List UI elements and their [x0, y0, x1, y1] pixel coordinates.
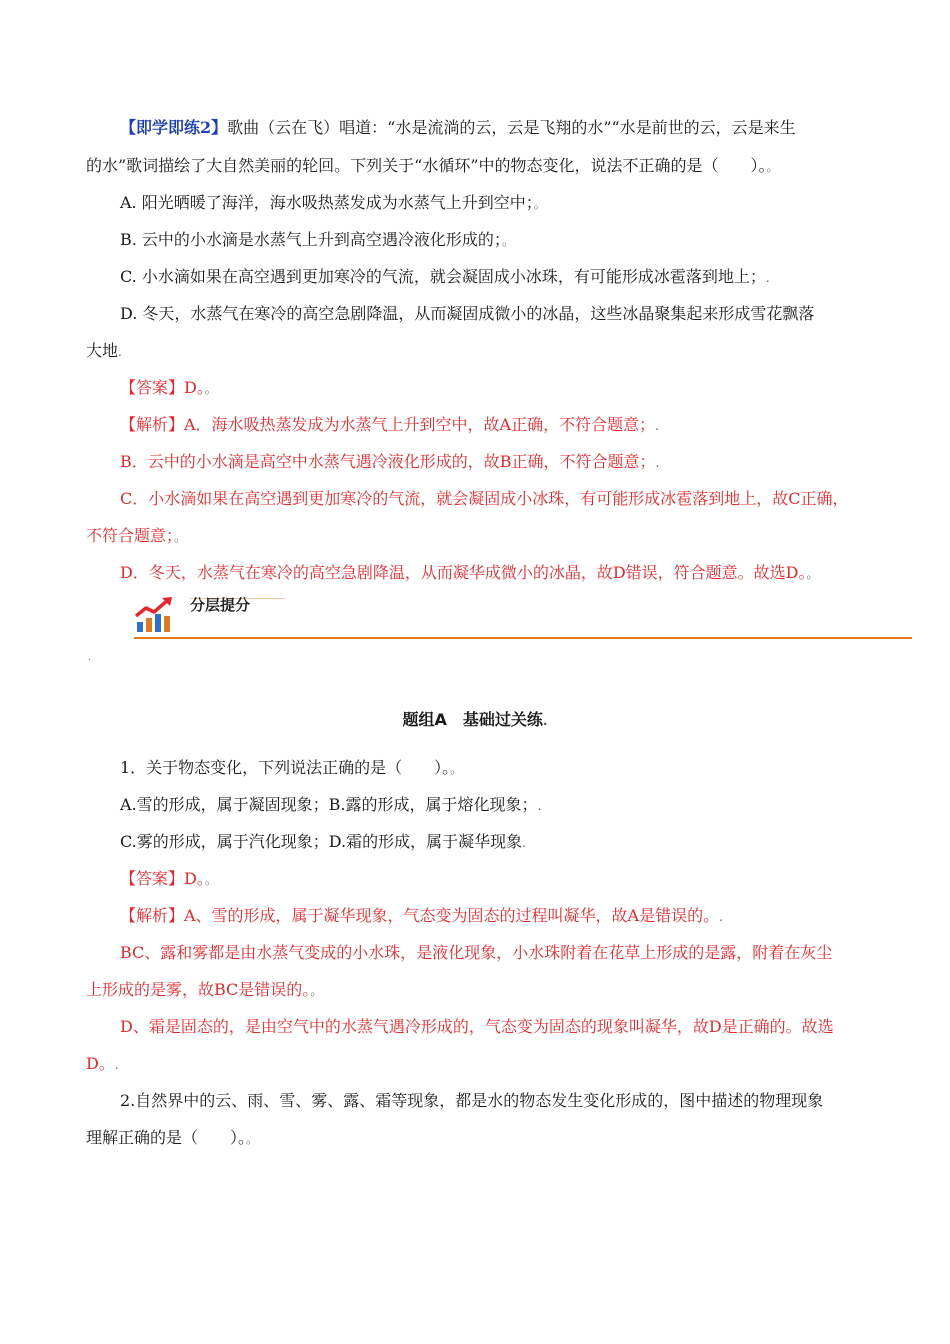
- practice-option-d-cont: 大地.: [86, 341, 122, 360]
- practice-option-d: D. 冬天，水蒸气在寒冷的高空急剧降温，从而凝固成微小的冰晶，这些冰晶聚集起来形成雪花飘落: [120, 304, 815, 323]
- header-rule: [134, 637, 912, 639]
- q1-analysis-bc: BC、露和雾都是由水蒸气变成的小水珠，是液化现象，小水珠附着在花草上形成的是露，附着在灰尘: [120, 943, 833, 962]
- practice-analysis-a: 【解析】A．海水吸热蒸发成为水蒸气上升到空中，故A正确，不符合题意；.: [120, 415, 659, 434]
- q1-options-line1-text: A.雪的形成，属于凝固现象；B.露的形成，属于熔化现象；: [120, 795, 538, 814]
- q2-stem: 2.自然界中的云、雨、雪、雾、露、霜等现象，都是水的物态发生变化形成的，图中描述的物理现象: [120, 1091, 824, 1110]
- option-b-text: B. 云中的小水滴是水蒸气上升到高空遇冷液化形成的；: [120, 230, 502, 249]
- option-c-text: C. 小水滴如果在高空遇到更加寒冷的气流，就会凝固成小冰珠，有可能形成冰雹落到地上；: [120, 267, 766, 286]
- option-d-cont-text: 大地: [86, 341, 119, 360]
- q1-analysis-d-cont-text: D。: [86, 1054, 115, 1073]
- practice-analysis-c: C．小水滴如果在高空遇到更加寒冷的气流，就会凝固成小冰珠，有可能形成冰雹落到地上，故C正确，: [120, 489, 849, 508]
- q1-stem-text: 1．关于物态变化，下列说法正确的是（ ）。: [120, 758, 451, 777]
- practice-stem-text2: 的水”歌词描绘了大自然美丽的轮回。下列关于“水循环”中的物态变化，说法不正确的是（ ）。: [86, 156, 767, 175]
- q1-analysis-bc-cont: 上形成的是雾，故BC是错误的。。: [86, 980, 323, 999]
- practice-analysis-d-text: D．冬天，水蒸气在寒冷的高空急剧降温，从而凝华成微小的冰晶，故D错误，符合题意。故选D。: [120, 563, 807, 582]
- practice-stem-text: 歌曲（云在飞）唱道：“水是流淌的云，云是飞翔的水”“水是前世的云，云是来生: [227, 118, 796, 137]
- practice-answer-text: 【答案】D。: [120, 378, 205, 397]
- practice-analysis-d: D．冬天，水蒸气在寒冷的高空急剧降温，从而凝华成微小的冰晶，故D错误，符合题意。故选D。。: [120, 563, 819, 582]
- group-title: 题组A 基础过关练.: [402, 710, 548, 729]
- q1-answer-text: 【答案】D。: [120, 869, 205, 888]
- practice-option-c: C. 小水滴如果在高空遇到更加寒冷的气流，就会凝固成小冰珠，有可能形成冰雹落到地上；.: [120, 267, 770, 286]
- q1-stem: 1．关于物态变化，下列说法正确的是（ ）。。: [120, 758, 463, 777]
- section-header-label: 分层提分: [190, 596, 251, 614]
- q2-stem-cont: 理解正确的是（ ）。。: [86, 1128, 259, 1147]
- option-a-text: A. 阳光晒暖了海洋，海水吸热蒸发成为水蒸气上升到空中；: [120, 193, 534, 212]
- practice-question-line1: [120, 116, 796, 140]
- q1-options-line2: C.雾的形成，属于汽化现象；D.霜的形成，属于凝华现象.: [120, 832, 526, 851]
- q1-answer: 【答案】D。。: [120, 869, 217, 888]
- practice-answer: 【答案】D。。: [120, 378, 217, 397]
- practice-analysis-b: B．云中的小水滴是高空中水蒸气遇冷液化形成的，故B正确，不符合题意；.: [120, 452, 660, 471]
- group-title-text: 题组A 基础过关练: [402, 710, 543, 729]
- growth-chart-icon: [134, 596, 176, 634]
- q1-analysis-bc-cont-text: 上形成的是雾，故BC是错误的。: [86, 980, 311, 999]
- practice-analysis-c-cont-text: 不符合题意；: [86, 526, 175, 545]
- q1-analysis-d: D、霜是固态的，是由空气中的水蒸气遇冷形成的，气态变为固态的现象叫凝华，故D是正确的。故选: [120, 1017, 834, 1036]
- practice-tag: 【即学即练2】: [120, 118, 228, 137]
- practice-option-b: B. 云中的小水滴是水蒸气上升到高空遇冷液化形成的；。: [120, 230, 514, 249]
- q2-stem-cont-text: 理解正确的是（ ）。: [86, 1128, 247, 1147]
- practice-analysis-a-text: 【解析】A．海水吸热蒸发成为水蒸气上升到空中，故A正确，不符合题意；: [120, 415, 656, 434]
- practice-analysis-c-cont: 不符合题意；。: [86, 526, 187, 545]
- q1-options-line1: A.雪的形成，属于凝固现象；B.露的形成，属于熔化现象；.: [120, 795, 542, 814]
- q1-analysis-a: 【解析】A、雪的形成，属于凝华现象，气态变为固态的过程叫凝华，故A是错误的。.: [120, 906, 723, 925]
- practice-option-a: A. 阳光晒暖了海洋，海水吸热蒸发成为水蒸气上升到空中；。: [120, 193, 546, 212]
- practice-analysis-b-text: B．云中的小水滴是高空中水蒸气遇冷液化形成的，故B正确，不符合题意；: [120, 452, 656, 471]
- practice-question-line2: 的水”歌词描绘了大自然美丽的轮回。下列关于“水循环”中的物态变化，说法不正确的是（ ）。。: [86, 156, 779, 175]
- paragraph-mark: .: [88, 652, 92, 663]
- q1-analysis-d-cont: D。.: [86, 1054, 119, 1073]
- q1-options-line2-text: C.雾的形成，属于汽化现象；D.霜的形成，属于凝华现象: [120, 832, 523, 851]
- q1-analysis-a-text: 【解析】A、雪的形成，属于凝华现象，气态变为固态的过程叫凝华，故A是错误的。: [120, 906, 720, 925]
